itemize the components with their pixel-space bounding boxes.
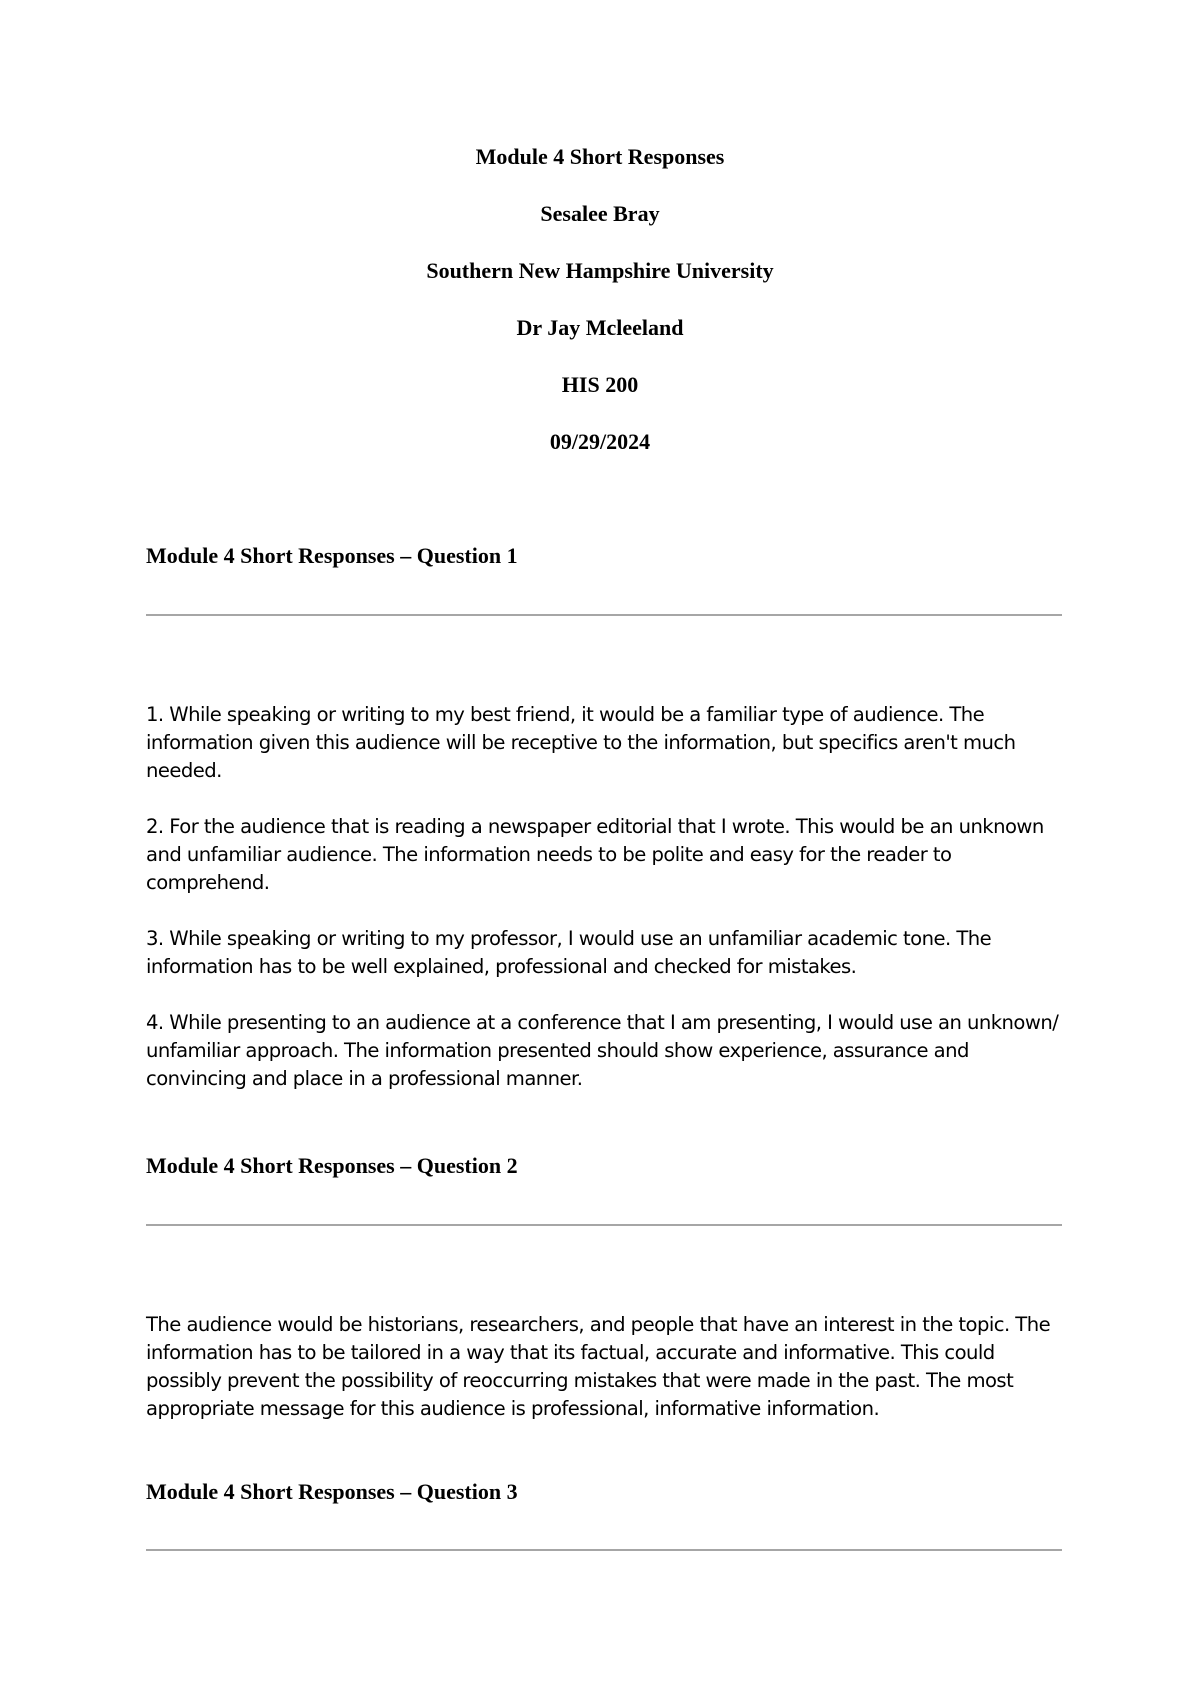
question-1-heading: Module 4 Short Responses – Question 1	[146, 543, 518, 568]
question-2-heading-block	[146, 1152, 1062, 1179]
question-3-divider	[146, 1549, 1062, 1551]
author-name: Sesalee Bray	[540, 201, 660, 226]
response-paragraph-4: 4. While presenting to an audience at a conference that I am presenting, I would use an unknown/ unfamiliar approach. The information presented should show experience, assurance and convincing and place in a professional manner.	[146, 1011, 1059, 1090]
response-paragraph-2: 2. For the audience that is reading a newspaper editorial that I wrote. This would be an unknown and unfamiliar audience. The information needs to be polite and easy for the reader to comprehend.	[146, 815, 1044, 894]
question-1-heading-block	[146, 542, 1062, 569]
institution-name: Southern New Hampshire University	[426, 258, 774, 283]
question-1-response	[146, 701, 1068, 1121]
course-code: HIS 200	[561, 372, 639, 397]
question-1-divider	[146, 614, 1062, 616]
question-2-heading: Module 4 Short Responses – Question 2	[146, 1153, 518, 1178]
question-2-divider	[146, 1224, 1062, 1226]
title-page-block	[0, 143, 1200, 485]
response-paragraph: The audience would be historians, researchers, and people that have an interest in the topic. The information has to be tailored in a way that its factual, accurate and informative. This could possibly prevent the possibility of reoccurring mistakes that were made in the past. The most appropriate message for this audience is professional, informative information.	[146, 1313, 1051, 1420]
document-date: 09/29/2024	[549, 429, 651, 454]
question-3-heading-block	[146, 1478, 1062, 1505]
instructor-name: Dr Jay Mcleeland	[516, 315, 684, 340]
question-2-response	[146, 1311, 1068, 1451]
response-paragraph-1: 1. While speaking or writing to my best friend, it would be a familiar type of audience. The information given this audience will be receptive to the information, but specifics aren't much needed.	[146, 703, 1016, 782]
document-title: Module 4 Short Responses	[475, 144, 725, 169]
question-3-heading: Module 4 Short Responses – Question 3	[146, 1479, 518, 1504]
response-paragraph-3: 3. While speaking or writing to my professor, I would use an unfamiliar academic tone. The information has to be well explained, professional and checked for mistakes.	[146, 927, 992, 978]
